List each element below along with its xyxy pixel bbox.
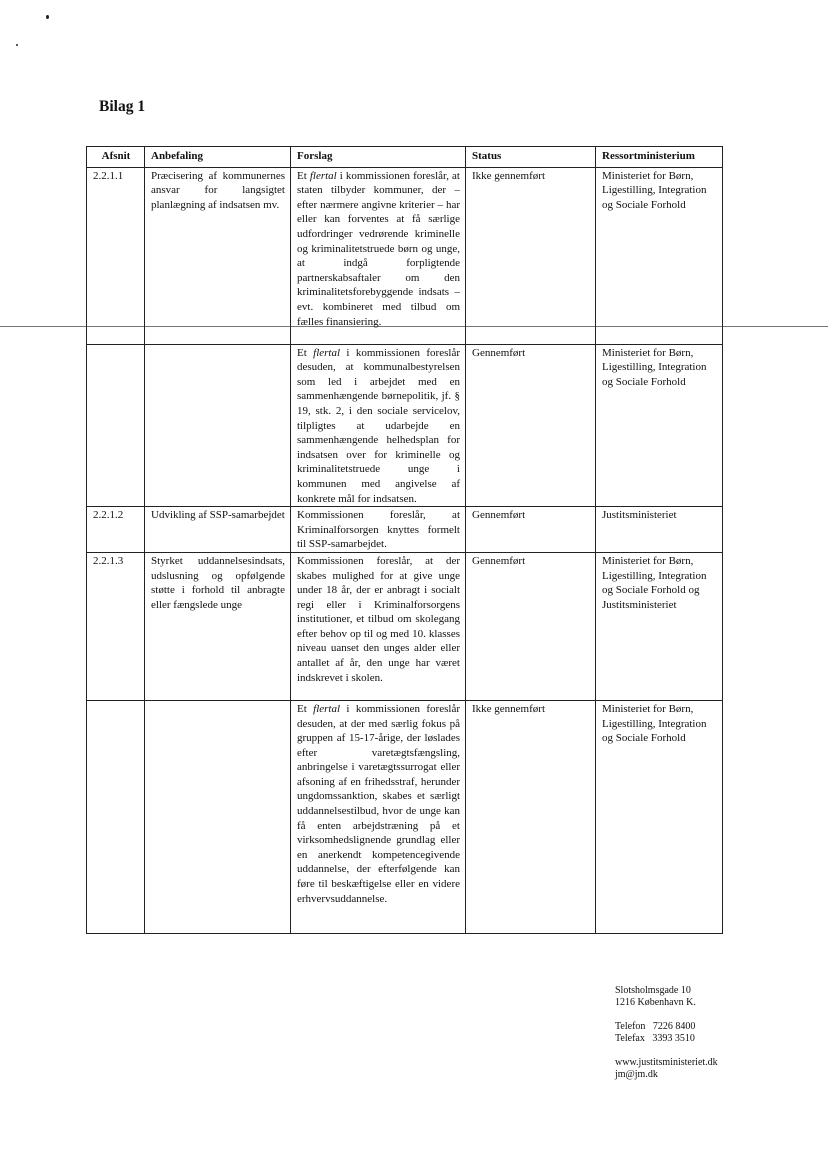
forslag-text: i kommissionen foreslår desuden, at der med særlig fokus på gruppen af 15-17-årige, der løslades efter varetægtsfængsling, anbringelse i varetægtssurrogat eller afsoning af en frihedsstraf, herunder ungdomssanktion, skabes et særligt uddannelsestilbud, hvor de unge kan få enten arbejdstræning på et virksomhedslignende grundlag eller en anerkendt kompetencegivende uddannelse, der efterfølgende kan føre til beskæftigelse eller en videre erhvervsuddannelse. — [297, 702, 460, 905]
header-afsnit: Afsnit — [87, 147, 145, 168]
cell-status: Ikke gennemført — [466, 700, 596, 933]
scan-speck — [46, 15, 49, 19]
table-row — [87, 167, 723, 344]
cell-status: Gennemført — [466, 507, 596, 553]
cell-status: Gennemført — [466, 344, 596, 507]
cell-afsnit — [87, 700, 145, 933]
cell-anbefaling: Præcisering af kommunernes ansvar for langsigtet planlægning af indsatsen mv. — [145, 167, 291, 344]
scan-speck — [16, 44, 18, 46]
email-link[interactable]: jm@jm.dk — [615, 1069, 658, 1080]
cell-afsnit — [87, 344, 145, 507]
website-link[interactable]: www.justitsministeriet.dk — [615, 1057, 718, 1068]
forslag-text: i kommissionen foreslår, at staten tilbyder kommuner, der – efter nærmere angivne kriterier – har eller kan forventes at få særlige udfordringer vedrørende kriminelle og kriminalitetstruede børn og unge, at indgå forpligtende partnerskabsaftaler om den kriminalitetsforebyggende indsats – evt. kombineret med tilbud om fælles finansiering. — [297, 169, 460, 328]
header-anbefaling: Anbefaling — [145, 147, 291, 168]
cell-ressort: Ministeriet for Børn, Ligestilling, Integration og Sociale Forhold — [596, 344, 723, 507]
cell-ressort: Ministeriet for Børn, Ligestilling, Integration og Sociale Forhold — [596, 167, 723, 344]
table-row — [87, 552, 723, 700]
forslag-text: i kommissionen foreslår desuden, at kommunalbestyrelsen som led i arbejdet med en sammenhængende børnepolitik, jf. § 19, stk. 2, i den sociale servicelov, tilpligtes at udarbejde en sammenhængende helhedsplan for indsatsen over for kriminelle og kriminalitetstruede unge i kommunen med angivelse af konkrete mål for indsatsen. — [297, 346, 460, 505]
table-row — [87, 507, 723, 553]
cell-ressort: Ministeriet for Børn, Ligestilling, Integration og Sociale Forhold — [596, 700, 723, 933]
cell-forslag — [291, 507, 466, 553]
forslag-prefix: Et — [297, 169, 310, 182]
forslag-emphasis: flertal — [313, 702, 341, 715]
phone-number: Telefon 7226 8400 — [615, 1021, 696, 1032]
forslag-emphasis: flertal — [313, 346, 341, 359]
table-row — [87, 344, 723, 507]
cell-status: Gennemført — [466, 552, 596, 700]
cell-anbefaling: Udvikling af SSP-samarbejdet — [145, 507, 291, 553]
table-row — [87, 700, 723, 933]
cell-afsnit: 2.2.1.1 — [87, 167, 145, 344]
cell-forslag — [291, 344, 466, 507]
ministry-contact-footer — [615, 985, 718, 1081]
recommendations-table — [86, 146, 723, 934]
cell-anbefaling — [145, 344, 291, 507]
address-city: 1216 København K. — [615, 997, 696, 1008]
header-ressortministerium: Ressortministerium — [596, 147, 723, 168]
header-forslag: Forslag — [291, 147, 466, 168]
forslag-prefix: Et — [297, 346, 314, 359]
cell-anbefaling — [145, 700, 291, 933]
forslag-emphasis: flertal — [309, 169, 337, 182]
cell-ressort: Justitsministeriet — [596, 507, 723, 553]
cell-ressort: Ministeriet for Børn, Ligestilling, Integration og Sociale Forhold og Justitsministeriet — [596, 552, 723, 700]
forslag-prefix: Kommissionen foreslår, at Kriminalforsorgen knyttes formelt til SSP-samarbejdet. — [297, 509, 460, 551]
cell-status: Ikke gennemført — [466, 167, 596, 344]
cell-anbefaling: Styrket uddannelsesindsats, udslusning og opfølgende støtte i forhold til anbragte eller fængslede unge — [145, 552, 291, 700]
table-header-row — [87, 147, 723, 168]
forslag-prefix: Kommissionen foreslår, at der skabes mulighed for at give unge under 18 år, der er anbragt i socialt regi eller i Kriminalforsorgens institutioner, et tilbud om skolegang efter behov op til og med 10. klasses niveau uanset den unges alder eller antallet af år, den unge har været indskrevet i skolen. — [297, 554, 460, 684]
cell-forslag — [291, 700, 466, 933]
cell-afsnit: 2.2.1.2 — [87, 507, 145, 553]
page-title: Bilag 1 — [99, 98, 146, 115]
cell-forslag — [291, 552, 466, 700]
address-street: Slotsholmsgade 10 — [615, 985, 691, 996]
cell-forslag — [291, 167, 466, 344]
forslag-prefix: Et — [297, 702, 314, 715]
cell-afsnit: 2.2.1.3 — [87, 552, 145, 700]
header-status: Status — [466, 147, 596, 168]
fax-number: Telefax 3393 3510 — [615, 1033, 695, 1044]
